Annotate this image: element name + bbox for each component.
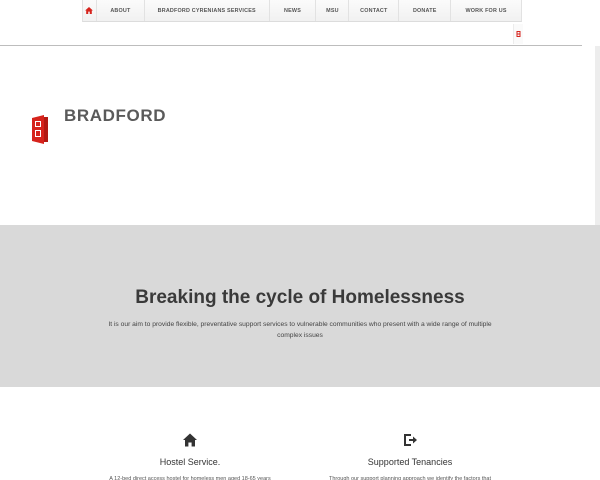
main-nav (82, 0, 522, 22)
nav-item-donate[interactable]: DONATE (399, 0, 451, 21)
header-divider (0, 45, 582, 46)
hero-title: Breaking the cycle of Homelessness (135, 287, 465, 308)
service-supported-tenancies (320, 432, 500, 480)
nav-item-news[interactable]: NEWS (270, 0, 317, 21)
service-title[interactable]: Supported Tenancies (367, 457, 453, 467)
service-title[interactable]: Hostel Service. (159, 457, 221, 467)
mini-logo[interactable] (513, 24, 523, 44)
service-description: A 12-bed direct access hostel for homeless men aged 18-65 years (109, 476, 271, 480)
nav-home[interactable] (83, 0, 97, 21)
home-icon (182, 432, 198, 448)
hero-banner (0, 225, 600, 387)
nav-item-msu[interactable]: MSU (316, 0, 349, 21)
hero-subtitle: It is our aim to provide flexible, preventative support services to vulnerable communities who present with a wide range of multiple complex issues (108, 321, 492, 339)
nav-item-work-for-us[interactable]: WORK FOR US (465, 7, 507, 14)
service-hostel (100, 432, 280, 480)
scrollbar-track[interactable] (595, 46, 600, 225)
home-icon (85, 7, 93, 14)
sign-out-icon (402, 432, 418, 448)
nav-item-about[interactable]: ABOUT (97, 0, 145, 21)
service-description: Through our support planning approach we identify the factors that (328, 476, 492, 480)
door-logo-icon (516, 31, 521, 37)
nav-item-contact[interactable]: CONTACT (349, 0, 399, 21)
bradford-logo-icon[interactable] (30, 115, 49, 144)
nav-item-services[interactable]: BRADFORD CYRENIANS SERVICES (145, 0, 270, 21)
brand-name[interactable]: BRADFORD (64, 106, 167, 125)
